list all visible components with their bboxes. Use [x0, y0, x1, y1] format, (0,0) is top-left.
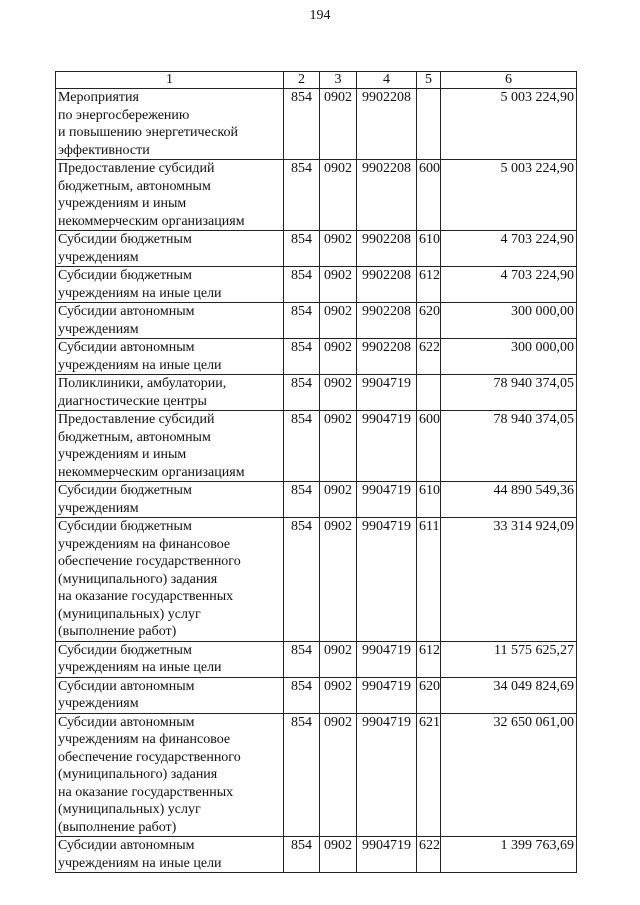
table-row — [56, 375, 577, 411]
target-code-cell: 9902208 — [357, 89, 417, 160]
item-name-cell: Поликлиники, амбулатории, диагностические центры — [56, 375, 284, 411]
table-row — [56, 303, 577, 339]
admin-code-cell: 854 — [284, 677, 320, 713]
section-code-cell: 0902 — [320, 89, 357, 160]
section-code-cell: 0902 — [320, 641, 357, 677]
target-code-cell: 9902208 — [357, 231, 417, 267]
expense-type-cell: 622 — [417, 837, 441, 873]
admin-code-cell: 854 — [284, 267, 320, 303]
item-name-cell: Субсидии бюджетным учреждениям на финансовое обеспечение государственного (муниципального) задания на оказание государственных (муниципальных) услуг (выполнение работ) — [56, 518, 284, 642]
section-code-cell: 0902 — [320, 411, 357, 482]
item-name-cell: Субсидии автономным учреждениям на иные цели — [56, 339, 284, 375]
budget-table — [55, 71, 577, 873]
item-name-cell: Субсидии бюджетным учреждениям на иные цели — [56, 641, 284, 677]
admin-code-cell: 854 — [284, 303, 320, 339]
table-row — [56, 837, 577, 873]
table-row — [56, 231, 577, 267]
expense-type-cell: 622 — [417, 339, 441, 375]
item-name-cell: Субсидии автономным учреждениям — [56, 677, 284, 713]
section-code-cell: 0902 — [320, 837, 357, 873]
item-name-cell: Субсидии автономным учреждениям на финансовое обеспечение государственного (муниципального) задания на оказание государственных (муниципальных) услуг (выполнение работ) — [56, 713, 284, 837]
amount-cell: 32 650 061,00 — [441, 713, 577, 837]
table-header-row — [56, 72, 577, 89]
target-code-cell: 9904719 — [357, 837, 417, 873]
target-code-cell: 9904719 — [357, 518, 417, 642]
section-code-cell: 0902 — [320, 677, 357, 713]
table-row — [56, 677, 577, 713]
section-code-cell: 0902 — [320, 482, 357, 518]
admin-code-cell: 854 — [284, 411, 320, 482]
admin-code-cell: 854 — [284, 339, 320, 375]
column-header: 1 — [56, 72, 284, 89]
admin-code-cell: 854 — [284, 641, 320, 677]
expense-type-cell — [417, 375, 441, 411]
column-header: 6 — [441, 72, 577, 89]
amount-cell: 5 003 224,90 — [441, 89, 577, 160]
item-name-cell: Субсидии автономным учреждениям на иные цели — [56, 837, 284, 873]
column-header: 3 — [320, 72, 357, 89]
expense-type-cell: 612 — [417, 267, 441, 303]
target-code-cell: 9904719 — [357, 713, 417, 837]
expense-type-cell: 612 — [417, 641, 441, 677]
item-name-cell: Субсидии бюджетным учреждениям — [56, 482, 284, 518]
target-code-cell: 9904719 — [357, 411, 417, 482]
section-code-cell: 0902 — [320, 303, 357, 339]
amount-cell: 44 890 549,36 — [441, 482, 577, 518]
amount-cell: 4 703 224,90 — [441, 231, 577, 267]
expense-type-cell: 621 — [417, 713, 441, 837]
amount-cell: 78 940 374,05 — [441, 375, 577, 411]
target-code-cell: 9902208 — [357, 339, 417, 375]
table-row — [56, 518, 577, 642]
section-code-cell: 0902 — [320, 339, 357, 375]
expense-type-cell: 610 — [417, 482, 441, 518]
target-code-cell: 9904719 — [357, 677, 417, 713]
expense-type-cell: 611 — [417, 518, 441, 642]
expense-type-cell: 620 — [417, 303, 441, 339]
section-code-cell: 0902 — [320, 375, 357, 411]
target-code-cell: 9902208 — [357, 267, 417, 303]
item-name-cell: Субсидии автономным учреждениям — [56, 303, 284, 339]
table-row — [56, 641, 577, 677]
column-header: 4 — [357, 72, 417, 89]
amount-cell: 300 000,00 — [441, 303, 577, 339]
admin-code-cell: 854 — [284, 231, 320, 267]
item-name-cell: Субсидии бюджетным учреждениям на иные цели — [56, 267, 284, 303]
page-number: 194 — [309, 8, 331, 23]
table-row — [56, 482, 577, 518]
table-row — [56, 713, 577, 837]
amount-cell: 33 314 924,09 — [441, 518, 577, 642]
table-row — [56, 339, 577, 375]
section-code-cell: 0902 — [320, 518, 357, 642]
target-code-cell: 9904719 — [357, 482, 417, 518]
expense-type-cell: 610 — [417, 231, 441, 267]
target-code-cell: 9904719 — [357, 641, 417, 677]
admin-code-cell: 854 — [284, 375, 320, 411]
expense-type-cell: 620 — [417, 677, 441, 713]
amount-cell: 11 575 625,27 — [441, 641, 577, 677]
item-name-cell: Предоставление субсидий бюджетным, автономным учреждениям и иным некоммерческим организациям — [56, 160, 284, 231]
section-code-cell: 0902 — [320, 231, 357, 267]
item-name-cell: Мероприятия по энергосбережению и повышению энергетической эффективности — [56, 89, 284, 160]
section-code-cell: 0902 — [320, 713, 357, 837]
amount-cell: 4 703 224,90 — [441, 267, 577, 303]
column-header: 2 — [284, 72, 320, 89]
item-name-cell: Предоставление субсидий бюджетным, автономным учреждениям и иным некоммерческим организациям — [56, 411, 284, 482]
table-row — [56, 411, 577, 482]
expense-type-cell: 600 — [417, 160, 441, 231]
admin-code-cell: 854 — [284, 518, 320, 642]
section-code-cell: 0902 — [320, 160, 357, 231]
expense-type-cell — [417, 89, 441, 160]
column-header: 5 — [417, 72, 441, 89]
admin-code-cell: 854 — [284, 837, 320, 873]
section-code-cell: 0902 — [320, 267, 357, 303]
amount-cell: 300 000,00 — [441, 339, 577, 375]
target-code-cell: 9902208 — [357, 160, 417, 231]
amount-cell: 1 399 763,69 — [441, 837, 577, 873]
table-row — [56, 267, 577, 303]
amount-cell: 78 940 374,05 — [441, 411, 577, 482]
admin-code-cell: 854 — [284, 482, 320, 518]
expense-type-cell: 600 — [417, 411, 441, 482]
item-name-cell: Субсидии бюджетным учреждениям — [56, 231, 284, 267]
amount-cell: 34 049 824,69 — [441, 677, 577, 713]
target-code-cell: 9902208 — [357, 303, 417, 339]
table-row — [56, 89, 577, 160]
amount-cell: 5 003 224,90 — [441, 160, 577, 231]
target-code-cell: 9904719 — [357, 375, 417, 411]
table-row — [56, 160, 577, 231]
admin-code-cell: 854 — [284, 160, 320, 231]
admin-code-cell: 854 — [284, 713, 320, 837]
admin-code-cell: 854 — [284, 89, 320, 160]
